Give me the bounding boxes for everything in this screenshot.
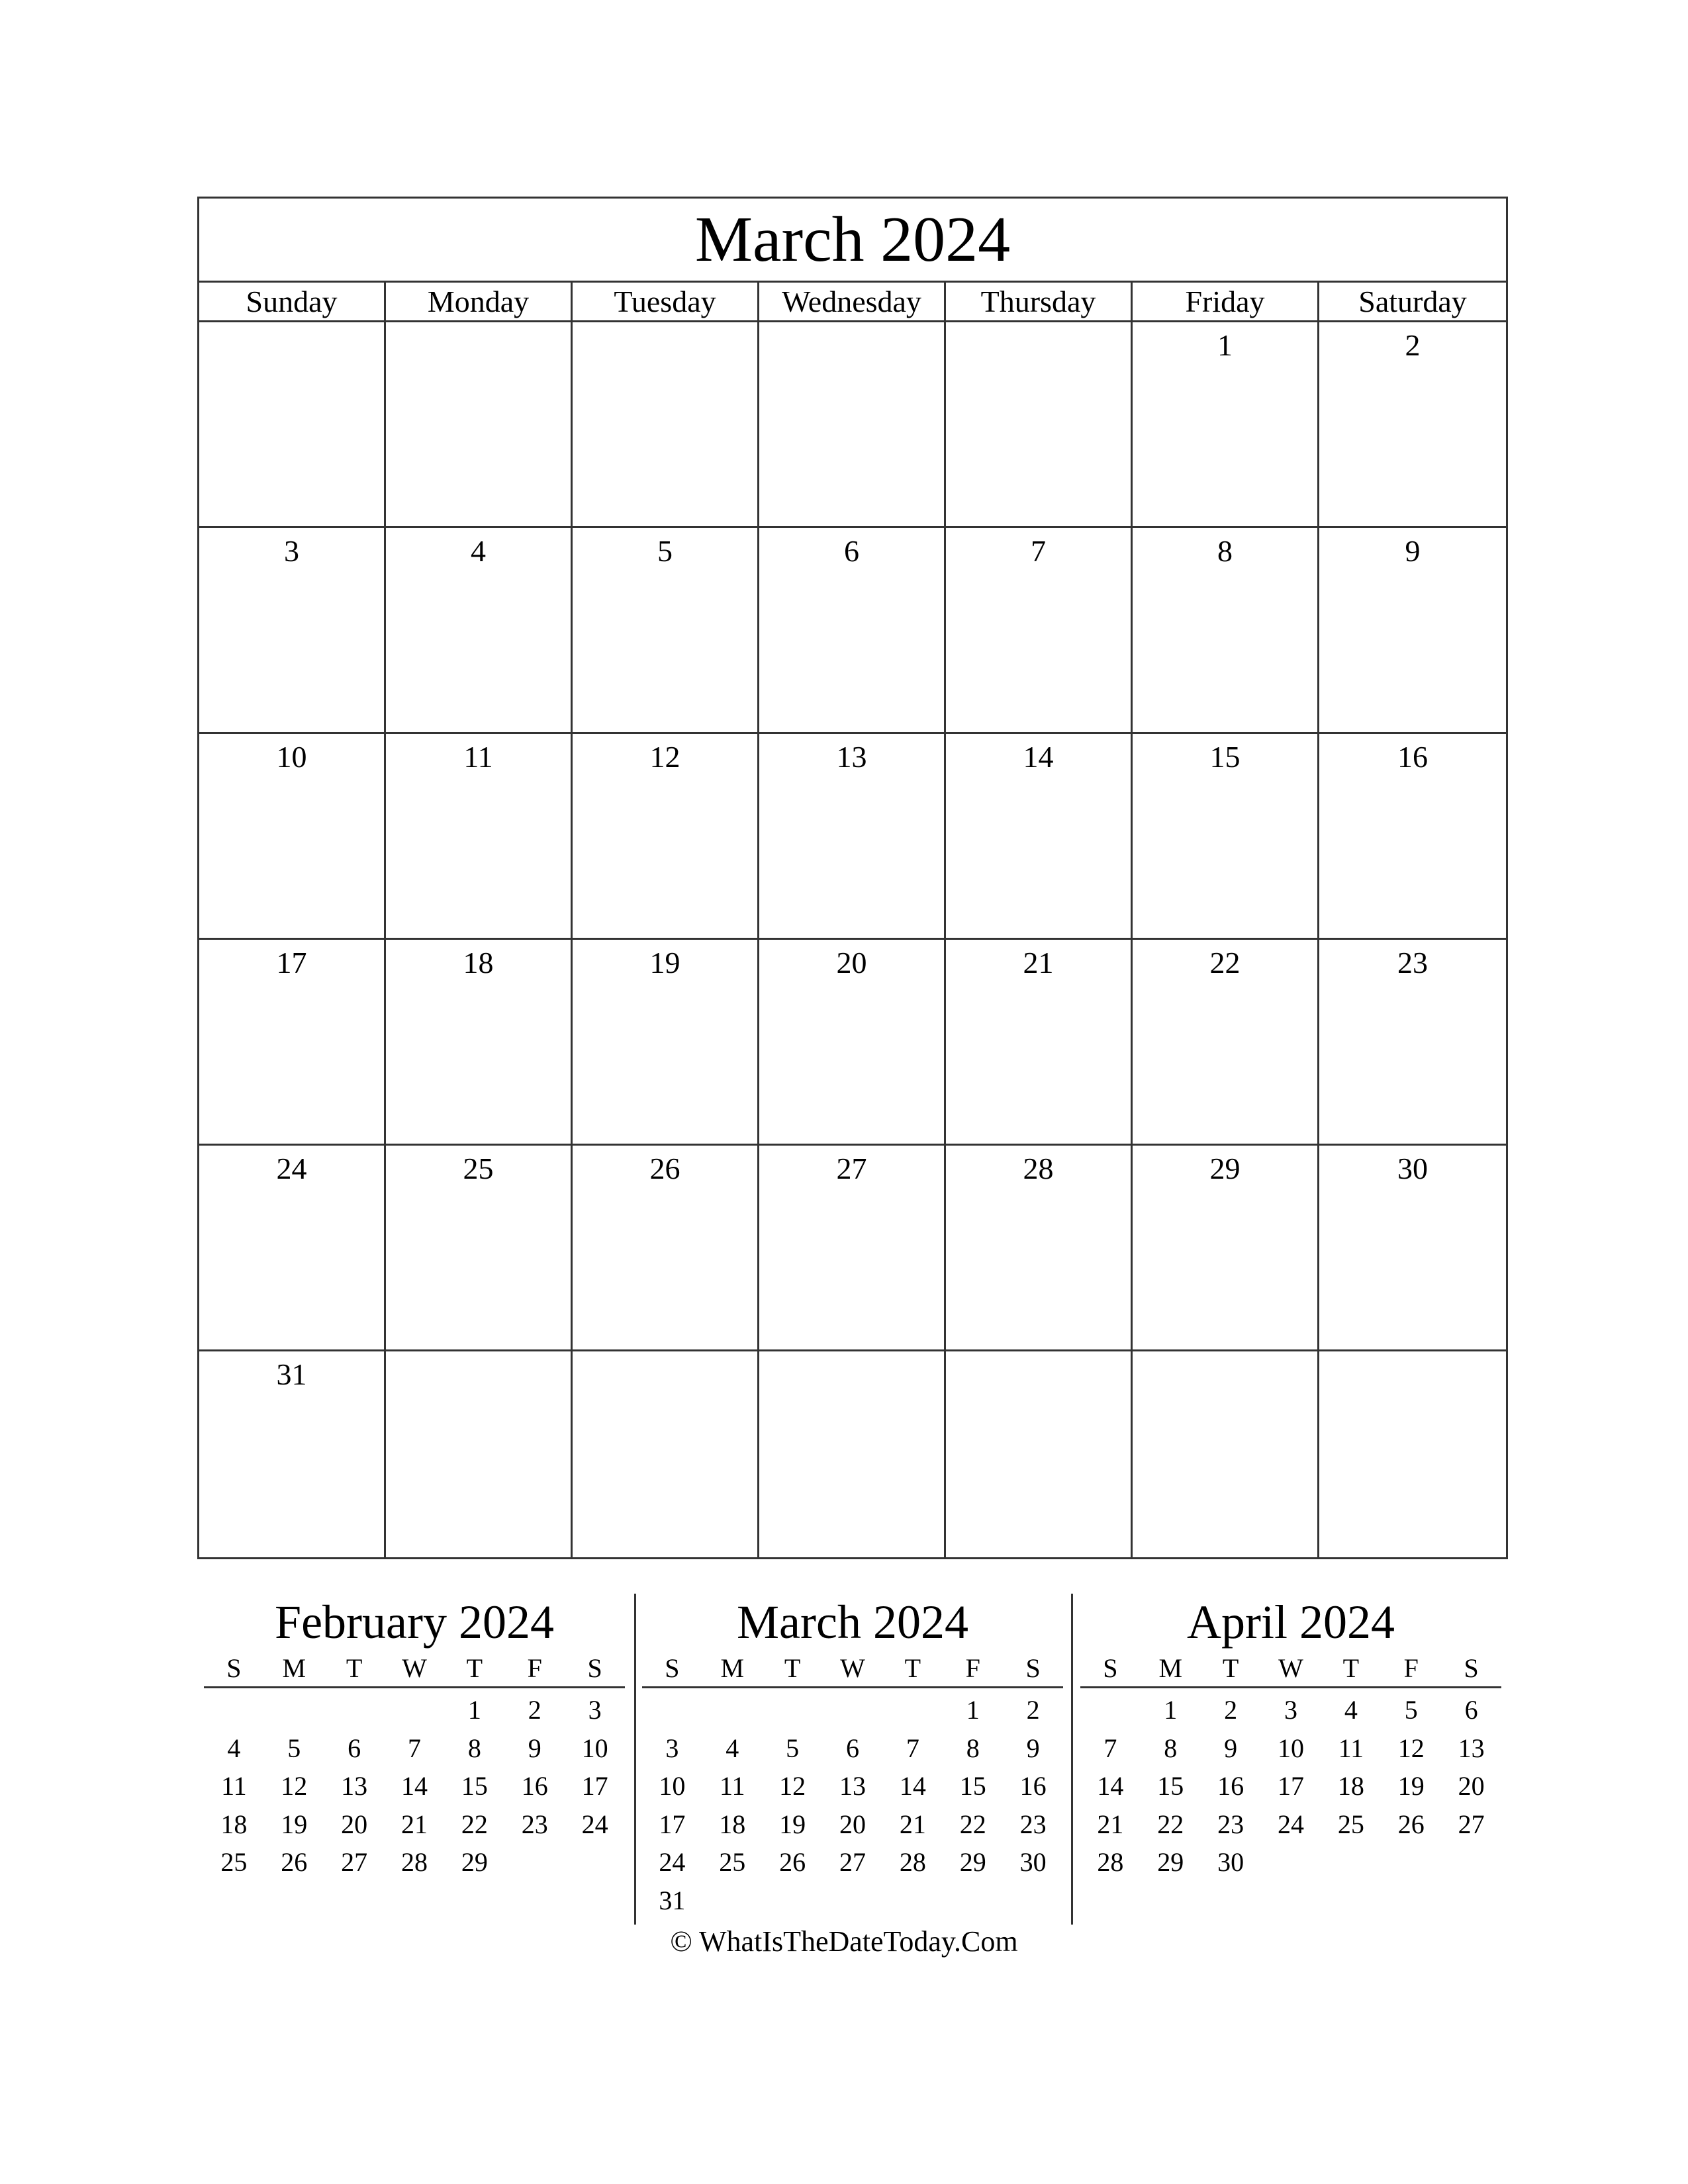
mini-day: 14 bbox=[1097, 1771, 1124, 1801]
mini-weekday-label: W bbox=[402, 1653, 427, 1683]
copyright-footer: © WhatIsTheDateToday.Com bbox=[670, 1925, 1018, 1958]
day-cell bbox=[759, 322, 946, 528]
mini-day: 22 bbox=[959, 1809, 986, 1839]
mini-day: 16 bbox=[1217, 1771, 1244, 1801]
day-cell: 15 bbox=[1133, 734, 1319, 940]
mini-weekday-row bbox=[1080, 1651, 1501, 1688]
day-cell: 24 bbox=[199, 1146, 386, 1351]
mini-day: 23 bbox=[521, 1809, 548, 1839]
weekday-label: Tuesday bbox=[573, 283, 759, 320]
mini-day: 17 bbox=[581, 1771, 608, 1801]
mini-weekday-label: S bbox=[665, 1653, 680, 1683]
mini-day: 13 bbox=[839, 1771, 866, 1801]
mini-day: 4 bbox=[227, 1733, 241, 1763]
day-grid bbox=[199, 322, 1506, 1557]
mini-weekday-label: F bbox=[965, 1653, 980, 1683]
weekday-label: Saturday bbox=[1358, 285, 1467, 318]
mini-day bbox=[702, 1691, 763, 1729]
mini-day: 19 bbox=[1397, 1771, 1425, 1801]
mini-day: 7 bbox=[1103, 1733, 1117, 1763]
mini-weekday-label: W bbox=[840, 1653, 865, 1683]
mini-day: 27 bbox=[341, 1847, 368, 1877]
day-cell bbox=[386, 1351, 573, 1557]
mini-day: 22 bbox=[1157, 1809, 1184, 1839]
mini-day bbox=[565, 1843, 625, 1882]
mini-day: 9 bbox=[1026, 1733, 1040, 1763]
weekday-label: Thursday bbox=[946, 283, 1133, 320]
day-cell bbox=[946, 1351, 1133, 1557]
mini-weekday-label: S bbox=[1025, 1653, 1041, 1683]
mini-day: 17 bbox=[659, 1809, 686, 1839]
day-cell: 19 bbox=[573, 940, 759, 1146]
day-cell: 21 bbox=[946, 940, 1133, 1146]
mini-day: 1 bbox=[966, 1695, 980, 1725]
day-cell: 10 bbox=[199, 734, 386, 940]
mini-weekday-label: F bbox=[1403, 1653, 1419, 1683]
mini-day: 16 bbox=[1019, 1771, 1047, 1801]
day-cell: 18 bbox=[386, 940, 573, 1146]
mini-day: 6 bbox=[845, 1733, 859, 1763]
day-cell: 17 bbox=[199, 940, 386, 1146]
mini-day: 12 bbox=[281, 1771, 308, 1801]
weekday-label: Sunday bbox=[199, 283, 386, 320]
main-calendar bbox=[197, 197, 1508, 1559]
mini-weekday-row bbox=[204, 1651, 625, 1688]
mini-day: 24 bbox=[581, 1809, 608, 1839]
mini-day: 4 bbox=[1344, 1695, 1358, 1725]
mini-day: 5 bbox=[287, 1733, 301, 1763]
mini-day: 25 bbox=[719, 1847, 746, 1877]
mini-day: 27 bbox=[839, 1847, 866, 1877]
mini-day: 23 bbox=[1217, 1809, 1244, 1839]
mini-day-grid bbox=[642, 1688, 1063, 1919]
day-cell: 23 bbox=[1319, 940, 1506, 1146]
mini-day: 19 bbox=[281, 1809, 308, 1839]
mini-day: 21 bbox=[400, 1809, 428, 1839]
mini-day: 12 bbox=[779, 1771, 806, 1801]
mini-weekday-label: T bbox=[784, 1653, 801, 1683]
mini-calendar-current bbox=[642, 1594, 1063, 1919]
mini-day: 29 bbox=[1157, 1847, 1184, 1877]
mini-calendar-title: April 2024 bbox=[1187, 1596, 1395, 1649]
mini-day: 21 bbox=[1097, 1809, 1124, 1839]
day-cell: 29 bbox=[1133, 1146, 1319, 1351]
mini-day: 25 bbox=[220, 1847, 248, 1877]
mini-day: 13 bbox=[1458, 1733, 1485, 1763]
day-cell: 12 bbox=[573, 734, 759, 940]
page-title: March 2024 bbox=[199, 199, 1506, 283]
mini-day-grid bbox=[1080, 1688, 1501, 1882]
mini-day: 24 bbox=[659, 1847, 686, 1877]
mini-day: 18 bbox=[719, 1809, 746, 1839]
mini-day: 10 bbox=[1277, 1733, 1304, 1763]
day-cell: 5 bbox=[573, 528, 759, 734]
mini-day bbox=[882, 1691, 943, 1729]
day-cell bbox=[1133, 1351, 1319, 1557]
mini-day: 7 bbox=[407, 1733, 421, 1763]
mini-weekday-label: S bbox=[226, 1653, 242, 1683]
mini-day: 17 bbox=[1277, 1771, 1304, 1801]
mini-day: 16 bbox=[521, 1771, 548, 1801]
day-cell: 4 bbox=[386, 528, 573, 734]
mini-day: 11 bbox=[720, 1771, 745, 1801]
mini-weekday-label: M bbox=[720, 1653, 745, 1683]
mini-day: 13 bbox=[341, 1771, 368, 1801]
mini-day bbox=[763, 1882, 823, 1920]
day-cell bbox=[759, 1351, 946, 1557]
mini-day: 2 bbox=[528, 1695, 541, 1725]
day-cell: 2 bbox=[1319, 322, 1506, 528]
mini-day-grid bbox=[204, 1688, 625, 1882]
mini-calendar-next bbox=[1080, 1594, 1501, 1882]
mini-day: 4 bbox=[726, 1733, 739, 1763]
mini-day: 12 bbox=[1397, 1733, 1425, 1763]
mini-weekday-label: T bbox=[1342, 1653, 1360, 1683]
mini-day: 18 bbox=[1337, 1771, 1364, 1801]
mini-day: 22 bbox=[461, 1809, 488, 1839]
day-cell: 14 bbox=[946, 734, 1133, 940]
day-cell: 25 bbox=[386, 1146, 573, 1351]
mini-weekday-label: T bbox=[904, 1653, 921, 1683]
weekday-label: Wednesday bbox=[759, 283, 946, 320]
mini-day: 18 bbox=[220, 1809, 248, 1839]
mini-day: 27 bbox=[1458, 1809, 1485, 1839]
mini-day: 26 bbox=[281, 1847, 308, 1877]
mini-day bbox=[504, 1843, 565, 1882]
day-cell: 1 bbox=[1133, 322, 1319, 528]
mini-day: 3 bbox=[588, 1695, 602, 1725]
mini-calendar-previous bbox=[204, 1594, 625, 1882]
mini-day: 15 bbox=[959, 1771, 986, 1801]
mini-day: 29 bbox=[959, 1847, 986, 1877]
mini-day: 20 bbox=[839, 1809, 866, 1839]
divider bbox=[634, 1594, 636, 1925]
mini-day: 31 bbox=[659, 1885, 686, 1915]
day-cell: 22 bbox=[1133, 940, 1319, 1146]
day-cell: 16 bbox=[1319, 734, 1506, 940]
mini-day: 23 bbox=[1019, 1809, 1047, 1839]
mini-weekday-row bbox=[642, 1651, 1063, 1688]
day-cell bbox=[386, 322, 573, 528]
mini-day: 5 bbox=[786, 1733, 800, 1763]
mini-day bbox=[943, 1882, 1003, 1920]
mini-weekday-label: S bbox=[587, 1653, 602, 1683]
mini-weekday-label: S bbox=[1464, 1653, 1479, 1683]
mini-day: 14 bbox=[400, 1771, 428, 1801]
day-cell bbox=[199, 322, 386, 528]
mini-weekday-label: F bbox=[527, 1653, 542, 1683]
mini-day: 26 bbox=[779, 1847, 806, 1877]
mini-day: 20 bbox=[341, 1809, 368, 1839]
mini-day bbox=[882, 1882, 943, 1920]
mini-day: 28 bbox=[1097, 1847, 1124, 1877]
mini-day: 15 bbox=[461, 1771, 488, 1801]
day-cell bbox=[573, 322, 759, 528]
mini-day: 8 bbox=[1164, 1733, 1178, 1763]
mini-day: 11 bbox=[1338, 1733, 1364, 1763]
mini-day bbox=[702, 1882, 763, 1920]
mini-day: 7 bbox=[906, 1733, 919, 1763]
mini-day bbox=[823, 1691, 883, 1729]
day-cell: 6 bbox=[759, 528, 946, 734]
mini-day: 25 bbox=[1337, 1809, 1364, 1839]
day-cell: 27 bbox=[759, 1146, 946, 1351]
mini-day: 29 bbox=[461, 1847, 488, 1877]
mini-day: 9 bbox=[528, 1733, 541, 1763]
weekday-header-row bbox=[199, 283, 1506, 322]
mini-day: 5 bbox=[1404, 1695, 1418, 1725]
day-cell bbox=[1319, 1351, 1506, 1557]
day-cell: 11 bbox=[386, 734, 573, 940]
mini-day: 1 bbox=[467, 1695, 481, 1725]
mini-day: 30 bbox=[1217, 1847, 1244, 1877]
day-cell: 28 bbox=[946, 1146, 1133, 1351]
mini-weekday-label: T bbox=[346, 1653, 363, 1683]
day-cell: 26 bbox=[573, 1146, 759, 1351]
mini-day bbox=[264, 1691, 324, 1729]
mini-day: 15 bbox=[1157, 1771, 1184, 1801]
mini-day: 10 bbox=[659, 1771, 686, 1801]
mini-day: 8 bbox=[467, 1733, 481, 1763]
mini-day bbox=[385, 1691, 445, 1729]
mini-weekday-label: M bbox=[1158, 1653, 1183, 1683]
weekday-label: Monday bbox=[386, 283, 573, 320]
mini-day: 11 bbox=[221, 1771, 247, 1801]
mini-day: 20 bbox=[1458, 1771, 1485, 1801]
mini-day bbox=[1381, 1843, 1441, 1882]
mini-calendar-title: February 2024 bbox=[275, 1596, 554, 1649]
day-cell: 20 bbox=[759, 940, 946, 1146]
mini-day: 14 bbox=[899, 1771, 926, 1801]
mini-day: 28 bbox=[400, 1847, 428, 1877]
mini-weekday-label: W bbox=[1278, 1653, 1303, 1683]
day-cell: 8 bbox=[1133, 528, 1319, 734]
mini-day: 3 bbox=[665, 1733, 679, 1763]
mini-day: 3 bbox=[1284, 1695, 1297, 1725]
mini-weekday-label: M bbox=[282, 1653, 306, 1683]
mini-day: 1 bbox=[1164, 1695, 1178, 1725]
mini-day: 19 bbox=[779, 1809, 806, 1839]
divider bbox=[1071, 1594, 1073, 1925]
mini-day: 2 bbox=[1026, 1695, 1040, 1725]
mini-day: 21 bbox=[899, 1809, 926, 1839]
mini-day bbox=[823, 1882, 883, 1920]
day-cell: 9 bbox=[1319, 528, 1506, 734]
mini-day: 9 bbox=[1224, 1733, 1238, 1763]
mini-day: 6 bbox=[1464, 1695, 1478, 1725]
mini-day bbox=[1003, 1882, 1063, 1920]
day-cell bbox=[946, 322, 1133, 528]
mini-day bbox=[642, 1691, 702, 1729]
mini-day: 10 bbox=[581, 1733, 608, 1763]
day-cell: 7 bbox=[946, 528, 1133, 734]
day-cell: 13 bbox=[759, 734, 946, 940]
weekday-label: Friday bbox=[1133, 283, 1319, 320]
day-cell bbox=[573, 1351, 759, 1557]
mini-day bbox=[1321, 1843, 1381, 1882]
day-cell: 3 bbox=[199, 528, 386, 734]
mini-day: 8 bbox=[966, 1733, 980, 1763]
mini-day: 26 bbox=[1397, 1809, 1425, 1839]
mini-day bbox=[1261, 1843, 1321, 1882]
mini-day bbox=[204, 1691, 264, 1729]
mini-day: 6 bbox=[348, 1733, 361, 1763]
mini-calendar-title: March 2024 bbox=[737, 1596, 968, 1649]
mini-day bbox=[324, 1691, 385, 1729]
mini-calendars bbox=[197, 1594, 1508, 1925]
mini-weekday-label: S bbox=[1103, 1653, 1118, 1683]
mini-day: 2 bbox=[1224, 1695, 1238, 1725]
day-cell: 31 bbox=[199, 1351, 386, 1557]
mini-day: 30 bbox=[1019, 1847, 1047, 1877]
mini-day: 28 bbox=[899, 1847, 926, 1877]
mini-day bbox=[1441, 1843, 1501, 1882]
day-cell: 30 bbox=[1319, 1146, 1506, 1351]
mini-day bbox=[1080, 1691, 1141, 1729]
mini-weekday-label: T bbox=[466, 1653, 483, 1683]
mini-day bbox=[763, 1691, 823, 1729]
mini-day: 24 bbox=[1277, 1809, 1304, 1839]
mini-weekday-label: T bbox=[1222, 1653, 1239, 1683]
